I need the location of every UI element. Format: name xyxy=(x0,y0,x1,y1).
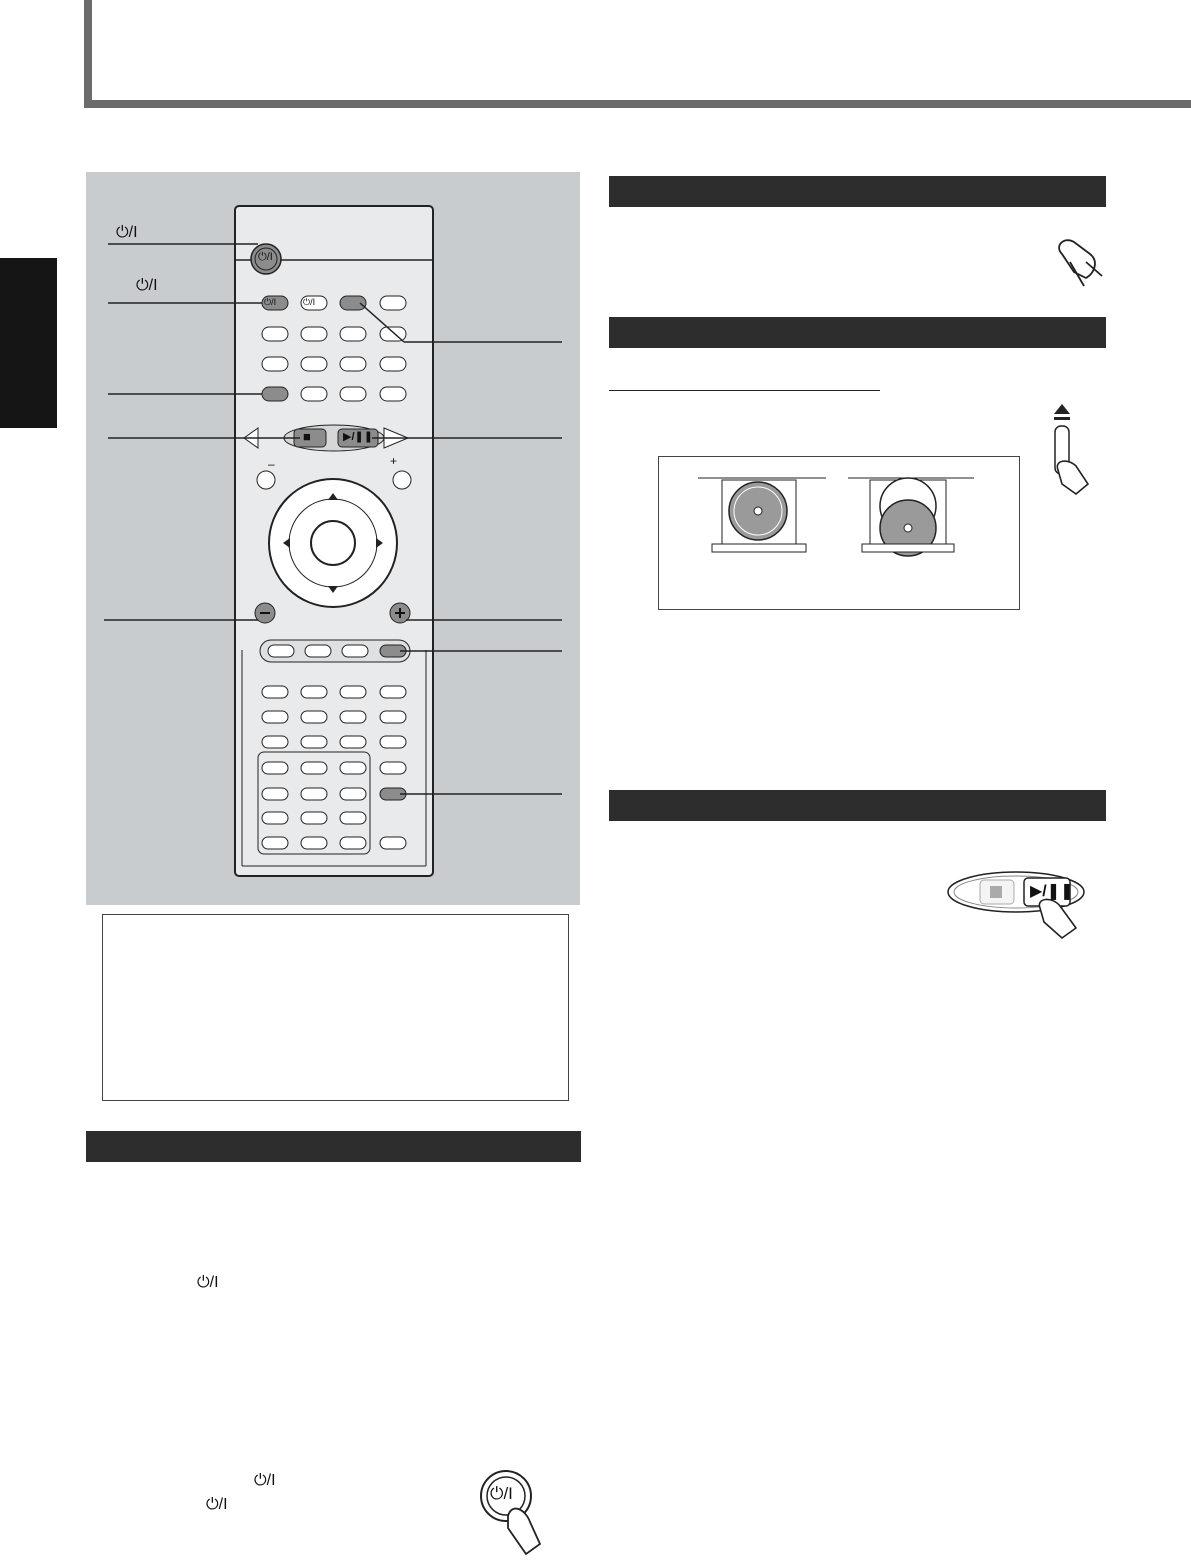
standby-glyph-label: ⏻/I xyxy=(116,224,138,241)
play-pause-icon: ▶/❚❚ xyxy=(1030,883,1074,900)
disc-tray-drawing xyxy=(658,456,1020,610)
play-pause-icon: ▶/❚❚ xyxy=(343,431,373,443)
power-icon: ⏻/I xyxy=(490,1484,513,1503)
eject-finger-illustration xyxy=(1040,400,1100,506)
power-icon: ⏻/I xyxy=(303,297,316,307)
power-icon: ⏻/I xyxy=(264,297,277,307)
enter-button xyxy=(311,521,355,565)
finger-press-icon xyxy=(1050,232,1106,290)
minus-label: – xyxy=(268,457,275,471)
remote-button xyxy=(340,296,366,310)
section-bar-right-1 xyxy=(609,176,1106,207)
section-bar-right-2 xyxy=(609,317,1106,348)
underline-rule xyxy=(609,390,880,391)
stop-icon: ■ xyxy=(303,429,311,444)
power-button-finger-illustration xyxy=(478,1466,548,1566)
standby-glyph-inline: ⏻/I xyxy=(206,1496,228,1513)
plus-label: + xyxy=(390,454,398,468)
stop-play-finger-illustration xyxy=(944,864,1094,944)
note-box xyxy=(102,914,569,1101)
standby-glyph-inline: ⏻/I xyxy=(254,1472,276,1489)
standby-glyph-inline: ⏻/I xyxy=(197,1274,219,1291)
standby-glyph-label: ⏻/I xyxy=(136,277,158,294)
power-icon: ⏻/I xyxy=(258,251,273,263)
remote-button xyxy=(380,296,406,310)
section-bar-left xyxy=(86,1131,581,1162)
section-bar-right-3 xyxy=(609,790,1106,821)
